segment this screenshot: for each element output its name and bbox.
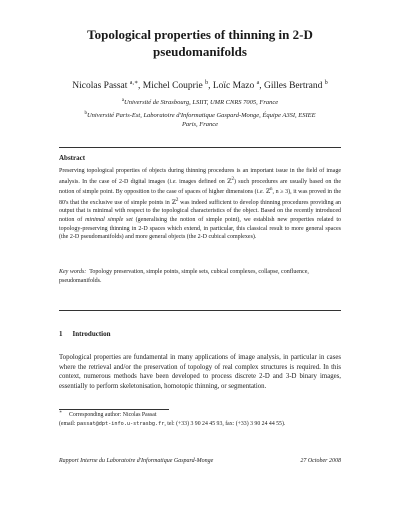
title-line-1: Topological properties of thinning in 2-D — [87, 27, 313, 42]
keywords-label: Key words: — [59, 269, 87, 275]
footnote-email-prefix: (email: — [59, 420, 77, 427]
paper-title — [50, 26, 350, 60]
author-mark: b — [205, 79, 209, 86]
footnote-line-1: Corresponding author: Nicolas Passat — [69, 412, 157, 418]
abstract-superscript: 2 — [175, 197, 179, 203]
abstract-body — [59, 167, 341, 242]
footnote — [59, 411, 341, 428]
abstract-emphasis: i.e. — [256, 189, 265, 196]
keywords — [59, 268, 341, 285]
section-heading — [59, 330, 111, 338]
affiliation-a — [60, 98, 340, 107]
abstract-text: Preserving topological properties of objects during thinning procedures is an important issue in the field of image analysis. In the case of 2-D digital images ( — [59, 168, 341, 185]
author-name: Nicolas Passat — [72, 81, 128, 91]
abstract-text: , n ≥ 3), it was proved in the 80's that the exclusive use of simple points in ℤ — [59, 189, 341, 206]
affiliation-text: Paris, France — [181, 121, 219, 128]
abstract-heading: Abstract — [59, 154, 86, 162]
introduction-paragraph — [59, 353, 341, 391]
affiliation-text: Université Paris-Est, Laboratoire d'Informatique Gaspard-Monge, Équipe A3SI, ESIEE — [86, 112, 316, 119]
section-number: 1 — [59, 330, 63, 338]
affiliation-mark: b — [84, 110, 87, 116]
abstract-text: images defined on ℤ — [176, 178, 232, 185]
running-footer-date: 27 October 2008 — [300, 458, 341, 464]
running-footer-left: Rapport Interne du Laboratoire d'Informatique Gaspard-Monge — [59, 458, 214, 464]
title-line-2: pseudomanifolds — [153, 44, 247, 59]
abstract-superscript: n — [270, 187, 273, 193]
footnote-mark: ∗ — [59, 409, 63, 415]
abstract-text: ) such procedures are usually based on the notion of simple point. By opposition to the case of spaces of higher dimensions ( — [59, 178, 341, 196]
abstract-text: (generalising the notion of simple point), we establish new properties related to topology-preserving thinning in 2-D spaces which extend, in particular, this classical result to more general spaces (the 2-D pseudomanifolds) and more general objects (the 2-D cubical complexes). — [59, 216, 341, 241]
abstract-bottom-rule — [59, 310, 341, 311]
introduction-text: Topological properties are fundamental in many applications of image analysis, in particular in cases where the retrieval and/or the preservation of topology of real complex structures is required. In this context, numerous methods have been developed to process discrete 2-D and 3-D binary images, essentially to perform skeletonisation, homotopic thinning, or segmentation. — [59, 354, 341, 390]
author-mark: a,∗ — [129, 79, 139, 86]
abstract-text: was indeed sufficient to develop thinning procedures providing an output that is minimal with respect to the topological characteristics of the object. Based on the recently introduced notion of — [59, 199, 341, 223]
author-list: Nicolas Passat $^{a,∗}$, Michel Couprie $^b$, Loïc Mazo $^a$, Gilles Bertrand $^b$ — [72, 79, 328, 91]
affiliation-mark: a — [121, 97, 125, 103]
abstract-emphasis: i.e. — [169, 178, 177, 185]
author-name: Gilles Bertrand — [264, 81, 323, 91]
abstract-text: ℤ — [264, 189, 271, 196]
abstract-emphasis: minimal simple set — [85, 216, 133, 223]
author-name: Loïc Mazo — [212, 81, 255, 91]
author-name: Michel Couprie — [142, 81, 203, 91]
author-mark: a — [256, 79, 260, 86]
keywords-text: Topology preservation, simple points, simple sets, cubical complexes, collapse, confluence, pseudomanifolds. — [59, 269, 309, 284]
running-footer — [59, 458, 341, 464]
affiliation-b — [60, 111, 340, 129]
footnote-phone: , tel: (+33) 3 90 24 45 93, fax: (+33) 3 90 24 44 55). — [164, 420, 286, 427]
abstract-superscript: 2 — [231, 176, 234, 182]
corresponding-email: passat@dpt-info.u-strasbg.fr — [76, 420, 165, 427]
author-mark: b — [324, 79, 328, 86]
section-title: Introduction — [72, 330, 111, 338]
abstract-top-rule — [59, 147, 341, 148]
footnote-rule — [59, 409, 169, 410]
affiliation-text: Université de Strasbourg, LSIIT, UMR CNRS 7005, France — [124, 99, 279, 106]
